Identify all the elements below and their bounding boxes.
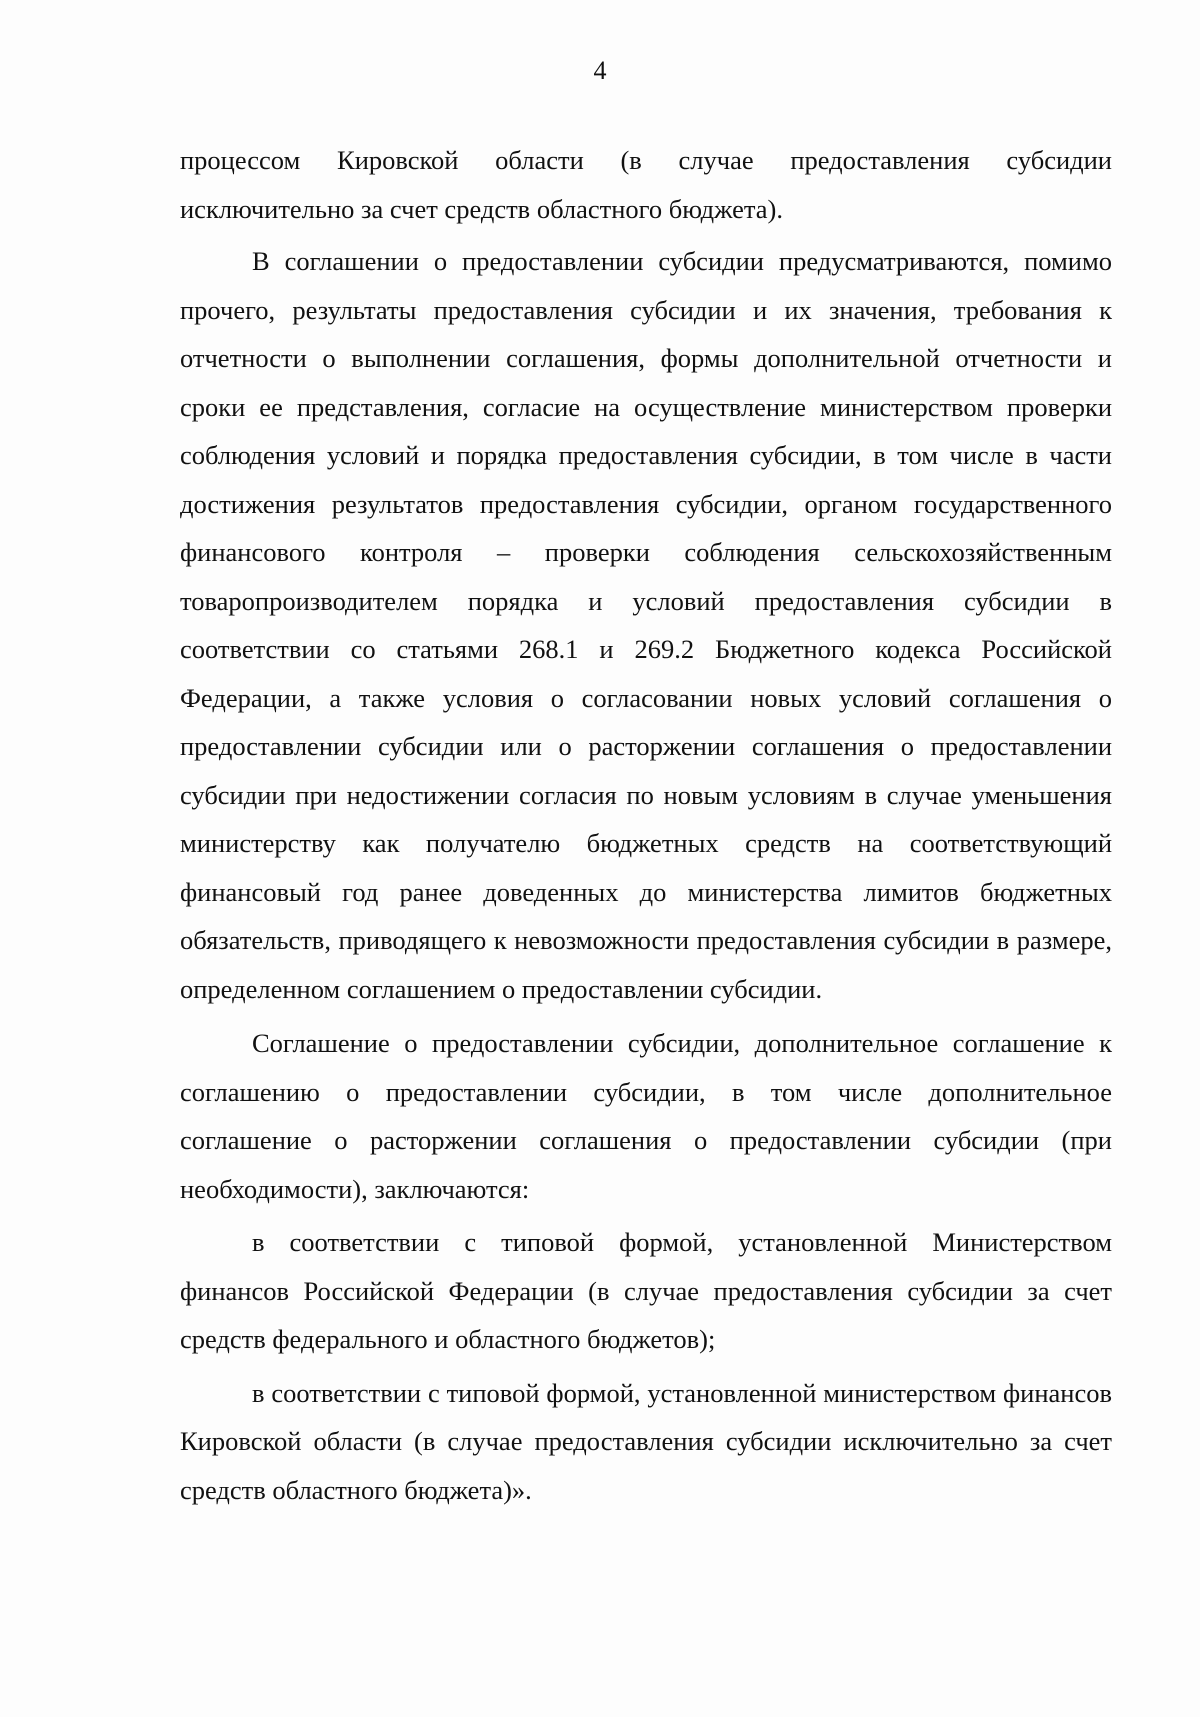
paragraph-agreement-conclusion: Соглашение о предоставлении субсидии, дополнительное соглашение к соглашению о предоставлении субсидии, в том числе дополнительное соглашение о расторжении соглашения о предоставлении субсидии (при необходимости), заключаются: xyxy=(180,1028,1112,1204)
paragraph-regional-form: в соответствии с типовой формой, установленной министерством финансов Кировской области (в случае предоставления субсидии исключительно за счет средств областного бюджета)». xyxy=(180,1377,1112,1505)
paragraph-continuation: процессом Кировской области (в случае предоставления субсидии исключительно за счет средств областного бюджета). xyxy=(180,145,1112,224)
document-body xyxy=(180,136,1112,1514)
paragraph-federal-form: в соответствии с типовой формой, установленной Министерством финансов Российской Федерации (в случае предоставления субсидии за счет средств федерального и областного бюджетов); xyxy=(180,1227,1112,1354)
page-number: 4 xyxy=(593,56,607,85)
paragraph-agreement-provisions: В соглашении о предоставлении субсидии предусматриваются, помимо прочего, результаты предоставления субсидии и их значения, требования к отчетности о выполнении соглашения, формы дополнительной отчетности и сроки ее представления, согласие на осуществление министерством проверки соблюдения условий и порядка предоставления субсидии, в том числе в части достижения результатов предоставления субсидии, органом государственного финансового контроля – проверки соблюдения сельскохозяйственным товаропроизводителем порядка и условий предоставления субсидии в соответствии со статьями 268.1 и 269.2 Бюджетного кодекса Российской Федерации, а также условия о согласовании новых условий соглашения о предоставлении субсидии или о расторжении соглашения о предоставлении субсидии при недостижении согласия по новым условиям в случае уменьшения министерству как получателю бюджетных средств на соответствующий финансовый год ранее доведенных до министерства лимитов бюджетных обязательств, приводящего к невозможности предоставления субсидии в размере, определенном соглашением о предоставлении субсидии. xyxy=(180,246,1112,1004)
